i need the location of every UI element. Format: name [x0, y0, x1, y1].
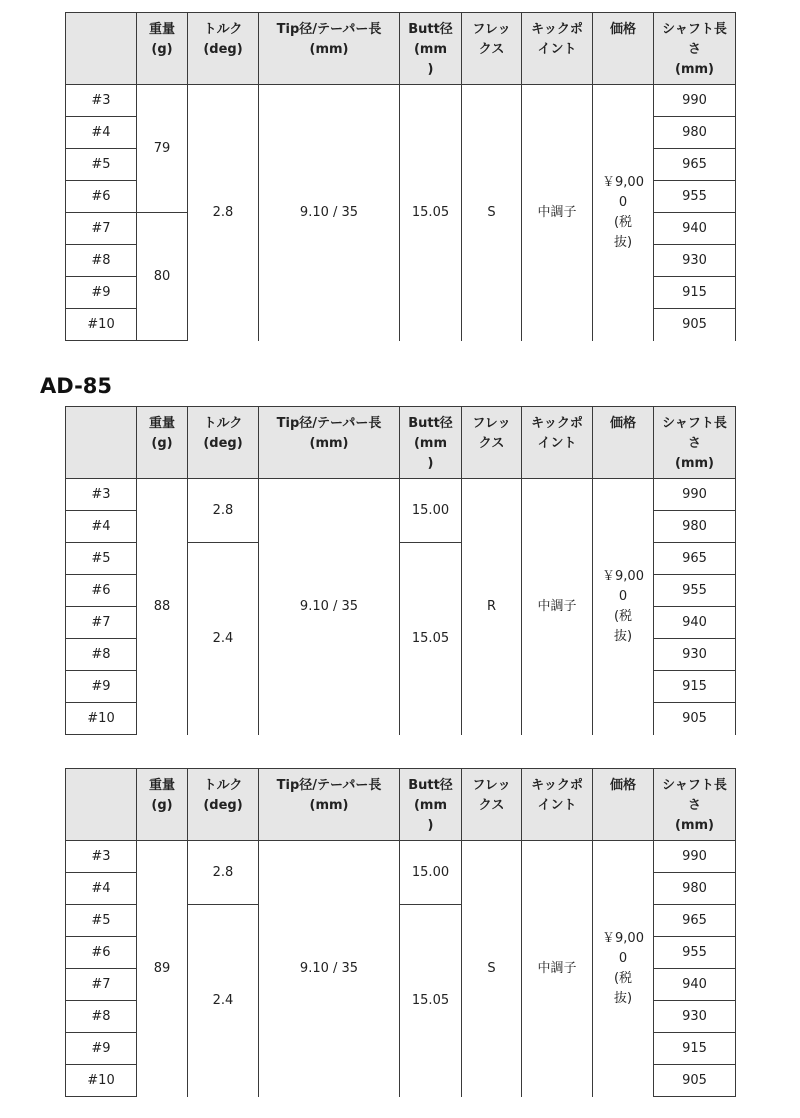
spec-table-3: [65, 768, 736, 1097]
club-number: #5: [66, 149, 137, 181]
header-torque: トルク (deg): [188, 13, 259, 85]
header-butt: Butt径 (mm ): [400, 13, 462, 85]
tip-cell: 9.10 / 35: [259, 85, 400, 341]
club-number: #6: [66, 181, 137, 213]
length-cell: 965: [654, 149, 736, 181]
club-number: #8: [66, 639, 137, 671]
header-model: [66, 13, 137, 85]
kick-cell: 中調子: [522, 85, 593, 341]
header-weight: 重量 (g): [137, 13, 188, 85]
header-weight: 重量 (g): [137, 769, 188, 841]
length-cell: 955: [654, 937, 736, 969]
club-number: #10: [66, 309, 137, 341]
club-number: #3: [66, 479, 137, 511]
length-cell: 930: [654, 1001, 736, 1033]
length-cell: 965: [654, 543, 736, 575]
length-cell: 905: [654, 703, 736, 735]
club-number: #6: [66, 937, 137, 969]
length-cell: 940: [654, 969, 736, 1001]
header-row: [66, 769, 736, 841]
club-number: #5: [66, 543, 137, 575]
length-cell: 930: [654, 245, 736, 277]
header-length: シャフト長 さ (mm): [654, 13, 736, 85]
table-row: [66, 85, 736, 117]
club-number: #10: [66, 1065, 137, 1097]
flex-cell: R: [462, 479, 522, 735]
length-cell: 915: [654, 1033, 736, 1065]
club-number: #8: [66, 245, 137, 277]
kick-cell: 中調子: [522, 841, 593, 1097]
club-number: #7: [66, 607, 137, 639]
kick-cell: 中調子: [522, 479, 593, 735]
torque-cell: 2.4: [188, 905, 259, 1097]
length-cell: 940: [654, 607, 736, 639]
header-kick: キックポ イント: [522, 407, 593, 479]
header-length: シャフト長 さ (mm): [654, 769, 736, 841]
header-price: 価格: [593, 13, 654, 85]
header-row: [66, 13, 736, 85]
length-cell: 980: [654, 117, 736, 149]
torque-cell: 2.8: [188, 841, 259, 905]
club-number: #9: [66, 1033, 137, 1065]
butt-cell: 15.05: [400, 85, 462, 341]
header-butt: Butt径 (mm ): [400, 407, 462, 479]
header-kick: キックポ イント: [522, 13, 593, 85]
section-title: AD-85: [40, 374, 113, 398]
header-tip: Tip径/テーパー長 (mm): [259, 769, 400, 841]
length-cell: 980: [654, 873, 736, 905]
butt-cell: 15.05: [400, 905, 462, 1097]
length-cell: 915: [654, 277, 736, 309]
header-butt: Butt径 (mm ): [400, 769, 462, 841]
tip-cell: 9.10 / 35: [259, 841, 400, 1097]
length-cell: 915: [654, 671, 736, 703]
length-cell: 990: [654, 479, 736, 511]
header-torque: トルク (deg): [188, 407, 259, 479]
header-length: シャフト長 さ (mm): [654, 407, 736, 479]
club-number: #4: [66, 511, 137, 543]
weight-cell: 80: [137, 213, 188, 341]
flex-cell: S: [462, 841, 522, 1097]
weight-cell: 88: [137, 479, 188, 735]
header-torque: トルク (deg): [188, 769, 259, 841]
length-cell: 940: [654, 213, 736, 245]
weight-cell: 89: [137, 841, 188, 1097]
length-cell: 905: [654, 309, 736, 341]
length-cell: 930: [654, 639, 736, 671]
table-row: [66, 479, 736, 511]
spec-table-2: [65, 406, 736, 735]
header-weight: 重量 (g): [137, 407, 188, 479]
header-row: [66, 407, 736, 479]
header-price: 価格: [593, 407, 654, 479]
torque-cell: 2.4: [188, 543, 259, 735]
butt-cell: 15.00: [400, 841, 462, 905]
club-number: #9: [66, 277, 137, 309]
weight-cell: 79: [137, 85, 188, 213]
torque-cell: 2.8: [188, 479, 259, 543]
header-flex: フレッ クス: [462, 769, 522, 841]
length-cell: 980: [654, 511, 736, 543]
flex-cell: S: [462, 85, 522, 341]
tip-cell: 9.10 / 35: [259, 479, 400, 735]
club-number: #9: [66, 671, 137, 703]
header-price: 価格: [593, 769, 654, 841]
length-cell: 955: [654, 575, 736, 607]
club-number: #3: [66, 85, 137, 117]
spec-table-1: [65, 12, 736, 341]
header-flex: フレッ クス: [462, 13, 522, 85]
header-tip: Tip径/テーパー長 (mm): [259, 13, 400, 85]
club-number: #10: [66, 703, 137, 735]
butt-cell: 15.05: [400, 543, 462, 735]
length-cell: 965: [654, 905, 736, 937]
club-number: #3: [66, 841, 137, 873]
price-cell: ￥9,00 0 (税 抜): [593, 841, 654, 1097]
club-number: #7: [66, 213, 137, 245]
club-number: #7: [66, 969, 137, 1001]
header-model: [66, 407, 137, 479]
header-tip: Tip径/テーパー長 (mm): [259, 407, 400, 479]
length-cell: 955: [654, 181, 736, 213]
club-number: #4: [66, 873, 137, 905]
price-cell: ￥9,00 0 (税 抜): [593, 85, 654, 341]
torque-cell: 2.8: [188, 85, 259, 341]
length-cell: 990: [654, 85, 736, 117]
club-number: #6: [66, 575, 137, 607]
length-cell: 990: [654, 841, 736, 873]
header-flex: フレッ クス: [462, 407, 522, 479]
header-model: [66, 769, 137, 841]
table-row: [66, 841, 736, 873]
club-number: #8: [66, 1001, 137, 1033]
header-kick: キックポ イント: [522, 769, 593, 841]
club-number: #5: [66, 905, 137, 937]
club-number: #4: [66, 117, 137, 149]
price-cell: ￥9,00 0 (税 抜): [593, 479, 654, 735]
butt-cell: 15.00: [400, 479, 462, 543]
length-cell: 905: [654, 1065, 736, 1097]
